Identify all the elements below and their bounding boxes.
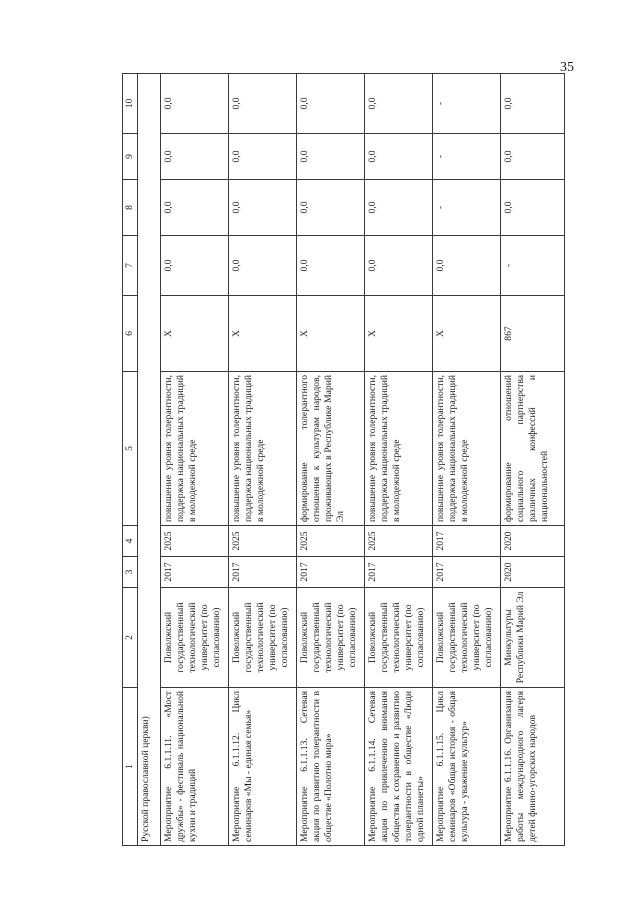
expected-result: повышение уровня толерантности, поддержка национальных традиций в молодежной среде bbox=[229, 372, 297, 526]
value-col-10: 0,0 bbox=[297, 74, 365, 134]
responsible-executor: Поволжский государственный технологический университет (по согласованию) bbox=[297, 588, 365, 688]
indicator-cell: 867 bbox=[501, 296, 565, 372]
col-header-10: 10 bbox=[123, 74, 138, 134]
rotated-table-frame bbox=[122, 74, 610, 846]
value-col-7: - bbox=[501, 236, 565, 296]
value-col-10: - bbox=[433, 74, 501, 134]
value-col-10: 0,0 bbox=[229, 74, 297, 134]
start-year: 2020 bbox=[501, 557, 565, 588]
start-year: 2017 bbox=[433, 557, 501, 588]
end-year: 2025 bbox=[161, 526, 229, 557]
col-header-1: 1 bbox=[123, 688, 138, 846]
value-col-9: 0,0 bbox=[297, 134, 365, 180]
expected-result: повышение уровня толерантности, поддержка национальных традиций в молодежной среде bbox=[433, 372, 501, 526]
table-row bbox=[433, 74, 501, 846]
col-header-3: 3 bbox=[123, 557, 138, 588]
col-header-4: 4 bbox=[123, 526, 138, 557]
value-col-7: 0,0 bbox=[229, 236, 297, 296]
value-col-10: 0,0 bbox=[161, 74, 229, 134]
expected-result: формирование отношений социального партнерства различных конфессий и национальностей bbox=[501, 372, 565, 526]
measure-name: Мероприятие 6.1.1.16. Организация работы международного лагеря детей финно-угорских народов bbox=[501, 688, 565, 846]
measure-name: Мероприятие 6.1.1.13. Сетевая акция по развитию толерантности в обществе «Полотно мира» bbox=[297, 688, 365, 846]
value-col-7: 0,0 bbox=[433, 236, 501, 296]
end-year: 2017 bbox=[433, 526, 501, 557]
col-header-5: 5 bbox=[123, 372, 138, 526]
value-col-9: 0,0 bbox=[501, 134, 565, 180]
col-header-2: 2 bbox=[123, 588, 138, 688]
expected-result: повышение уровня толерантности, поддержка национальных традиций в молодежной среде bbox=[365, 372, 433, 526]
value-col-10: 0,0 bbox=[501, 74, 565, 134]
section-tail-text: Русской православной церкви) bbox=[138, 74, 161, 846]
measure-name: Мероприятие 6.1.1.12. Цикл семинаров «Мы - единая семья» bbox=[229, 688, 297, 846]
value-col-10: 0,0 bbox=[365, 74, 433, 134]
end-year: 2025 bbox=[229, 526, 297, 557]
table-row bbox=[297, 74, 365, 846]
value-col-8: 0,0 bbox=[501, 180, 565, 236]
value-col-7: 0,0 bbox=[161, 236, 229, 296]
value-col-7: 0,0 bbox=[297, 236, 365, 296]
value-col-7: 0,0 bbox=[365, 236, 433, 296]
page-number: 35 bbox=[560, 60, 574, 75]
table-row bbox=[365, 74, 433, 846]
responsible-executor: Поволжский государственный технологический университет (по согласованию) bbox=[161, 588, 229, 688]
end-year: 2025 bbox=[365, 526, 433, 557]
section-continuation-row bbox=[138, 74, 161, 846]
value-col-9: 0,0 bbox=[229, 134, 297, 180]
measure-name: Мероприятие 6.1.1.11. «Мост дружбы» - фестиваль национальной кухни и традиций bbox=[161, 688, 229, 846]
responsible-executor: Поволжский государственный технологический университет (по согласованию) bbox=[365, 588, 433, 688]
indicator-cell: Х bbox=[365, 296, 433, 372]
indicator-cell: Х bbox=[297, 296, 365, 372]
value-col-8: 0,0 bbox=[229, 180, 297, 236]
col-header-6: 6 bbox=[123, 296, 138, 372]
responsible-executor: Минкультуры Республики Марий Эл bbox=[501, 588, 565, 688]
responsible-executor: Поволжский государственный технологический университет (по согласованию) bbox=[433, 588, 501, 688]
end-year: 2020 bbox=[501, 526, 565, 557]
start-year: 2017 bbox=[297, 557, 365, 588]
value-col-9: 0,0 bbox=[365, 134, 433, 180]
indicator-cell: Х bbox=[161, 296, 229, 372]
start-year: 2017 bbox=[161, 557, 229, 588]
start-year: 2017 bbox=[365, 557, 433, 588]
col-header-7: 7 bbox=[123, 236, 138, 296]
table-row bbox=[161, 74, 229, 846]
responsible-executor: Поволжский государственный технологический университет (по согласованию) bbox=[229, 588, 297, 688]
indicator-cell: Х bbox=[433, 296, 501, 372]
program-table bbox=[122, 73, 565, 846]
value-col-9: - bbox=[433, 134, 501, 180]
start-year: 2017 bbox=[229, 557, 297, 588]
measure-name: Мероприятие 6.1.1.15. Цикл семинаров «Общая история - общая культура - уважение культур» bbox=[433, 688, 501, 846]
value-col-9: 0,0 bbox=[161, 134, 229, 180]
value-col-8: 0,0 bbox=[297, 180, 365, 236]
end-year: 2025 bbox=[297, 526, 365, 557]
value-col-8: 0,0 bbox=[365, 180, 433, 236]
col-header-8: 8 bbox=[123, 180, 138, 236]
expected-result: повышение уровня толерантности, поддержка национальных традиций в молодежной среде bbox=[161, 372, 229, 526]
col-header-9: 9 bbox=[123, 134, 138, 180]
value-col-8: - bbox=[433, 180, 501, 236]
expected-result: формирование толерантного отношения к культурам народов, проживающих в Республике Марий Эл bbox=[297, 372, 365, 526]
measure-name: Мероприятие 6.1.1.14. Сетевая акция по привлечению внимания общества к сохранению и развитию толерантности в обществе «Люди одной планеты» bbox=[365, 688, 433, 846]
header-row bbox=[123, 74, 138, 846]
value-col-8: 0,0 bbox=[161, 180, 229, 236]
table-row bbox=[501, 74, 565, 846]
table-row bbox=[229, 74, 297, 846]
indicator-cell: Х bbox=[229, 296, 297, 372]
